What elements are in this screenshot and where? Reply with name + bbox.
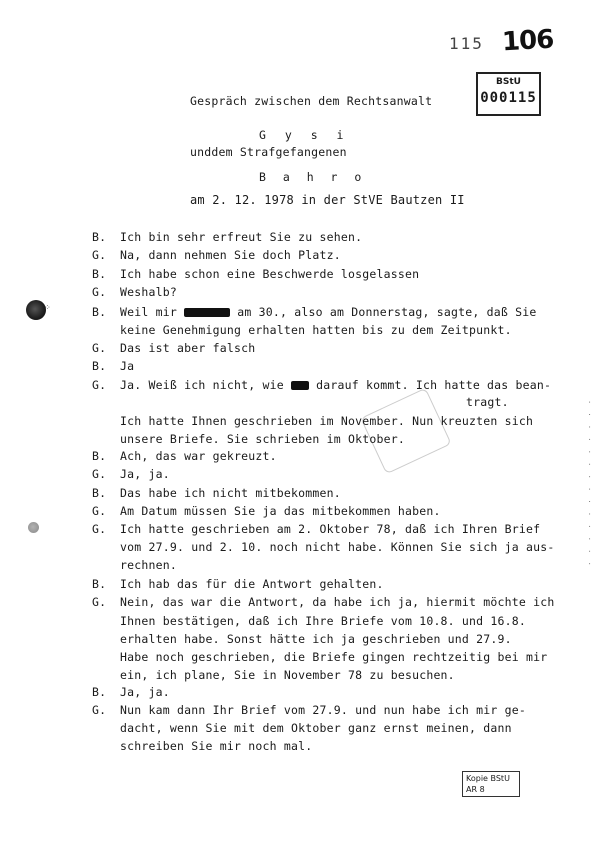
dialogue-line: tragt. [466,395,509,409]
dialogue-line: Weshalb? [120,285,177,299]
dialogue-line: Ich habe schon eine Beschwerde losgelassen [120,267,420,281]
speaker-label: G. [92,522,107,536]
dialogue-line: Nun kam dann Ihr Brief vom 27.9. und nun habe ich mir ge- [120,703,527,717]
dialogue-line: ein, ich plane, Sie in November 78 zu besuchen. [120,668,455,682]
title-line-2: G y s i [259,128,350,142]
dialogue-line: vom 27.9. und 2. 10. noch nicht habe. Können Sie sich ja aus- [120,540,555,554]
dialogue-fragment: am 30., also am Donnerstag, sagte, daß Sie [237,305,537,319]
speaker-label: G. [92,248,107,262]
speaker-label: B. [92,230,107,244]
dialogue-line: rechnen. [120,558,177,572]
punch-dots-icon: ⁘ [44,303,51,312]
dialogue-line: Ich hab das für die Antwort gehalten. [120,577,384,591]
dialogue-line [120,305,536,319]
dialogue-line: Das habe ich nicht mitbekommen. [120,486,341,500]
speaker-label: G. [92,467,107,481]
punch-hole-icon [28,522,39,533]
speaker-label: B. [92,486,107,500]
speaker-label: G. [92,595,107,609]
dialogue-line [120,378,551,392]
dialogue-line: Habe noch geschrieben, die Briefe gingen rechtzeitig bei mir [120,650,548,664]
dialogue-line: Ihnen bestätigen, daß ich Ihre Briefe vom 10.8. und 16.8. [120,614,527,628]
dialogue-line: Das ist aber falsch [120,341,256,355]
title-line-3: unddem Strafgefangenen [190,145,347,159]
kopie-line-2: AR 8 [466,785,485,794]
speaker-label: B. [92,577,107,591]
kopie-bstu-stamp [462,771,520,797]
dialogue-line: Na, dann nehmen Sie doch Platz. [120,248,341,262]
dialogue-line: keine Genehmigung erhalten hatten bis zu dem Zeitpunkt. [120,323,512,337]
title-line-5: am 2. 12. 1978 in der StVE Bautzen II [190,193,465,207]
scan-edge-marks-icon: · · · · · · · · · · · · · · [585,400,593,568]
speaker-label: G. [92,378,107,392]
dialogue-line: erhalten habe. Sonst hätte ich ja geschrieben und 27.9. [120,632,512,646]
speaker-label: G. [92,703,107,717]
dialogue-fragment: darauf kommt. Ich hatte das bean- [316,378,552,392]
dialogue-line: Ja, ja. [120,685,170,699]
speaker-label: G. [92,341,107,355]
dialogue-fragment: Ja. Weiß ich nicht, wie [120,378,284,392]
punch-hole-icon [26,300,46,320]
dialogue-line: Ach, das war gekreuzt. [120,449,277,463]
speaker-label: B. [92,685,107,699]
speaker-label: B. [92,305,107,319]
dialogue-line: Ja, ja. [120,467,170,481]
title-line-4: B a h r o [259,170,367,184]
kopie-line-1: Kopie BStU [466,774,510,783]
speaker-label: B. [92,449,107,463]
title-line-1: Gespräch zwischen dem Rechtsanwalt [190,94,433,108]
bstu-stamp [476,72,541,116]
printed-page-number: 115 [449,34,484,53]
redaction-bar [184,308,230,317]
speaker-label: G. [92,504,107,518]
dialogue-line: Ich bin sehr erfreut Sie zu sehen. [120,230,363,244]
dialogue-line: Ja [120,359,135,373]
speaker-label: G. [92,285,107,299]
faint-stamp-icon [360,388,451,475]
stamp-org: BStU [496,77,521,87]
handwritten-page-number: 106 [501,24,555,58]
dialogue-line: Am Datum müssen Sie ja das mitbekommen haben. [120,504,441,518]
speaker-label: B. [92,267,107,281]
dialogue-line: Ich hatte geschrieben am 2. Oktober 78, daß ich Ihren Brief [120,522,541,536]
speaker-label: B. [92,359,107,373]
stamp-number: 000115 [480,90,537,106]
dialogue-line: Ich hatte Ihnen geschrieben im November. Nun kreuzten sich [120,414,534,428]
dialogue-fragment: Weil mir [120,305,177,319]
dialogue-line: dacht, wenn Sie mit dem Oktober ganz ernst meinen, dann [120,721,512,735]
dialogue-line: unsere Briefe. Sie schrieben im Oktober. [120,432,405,446]
dialogue-line: schreiben Sie mir noch mal. [120,739,313,753]
redaction-bar [291,381,309,390]
dialogue-line: Nein, das war die Antwort, da habe ich ja, hiermit möchte ich [120,595,555,609]
